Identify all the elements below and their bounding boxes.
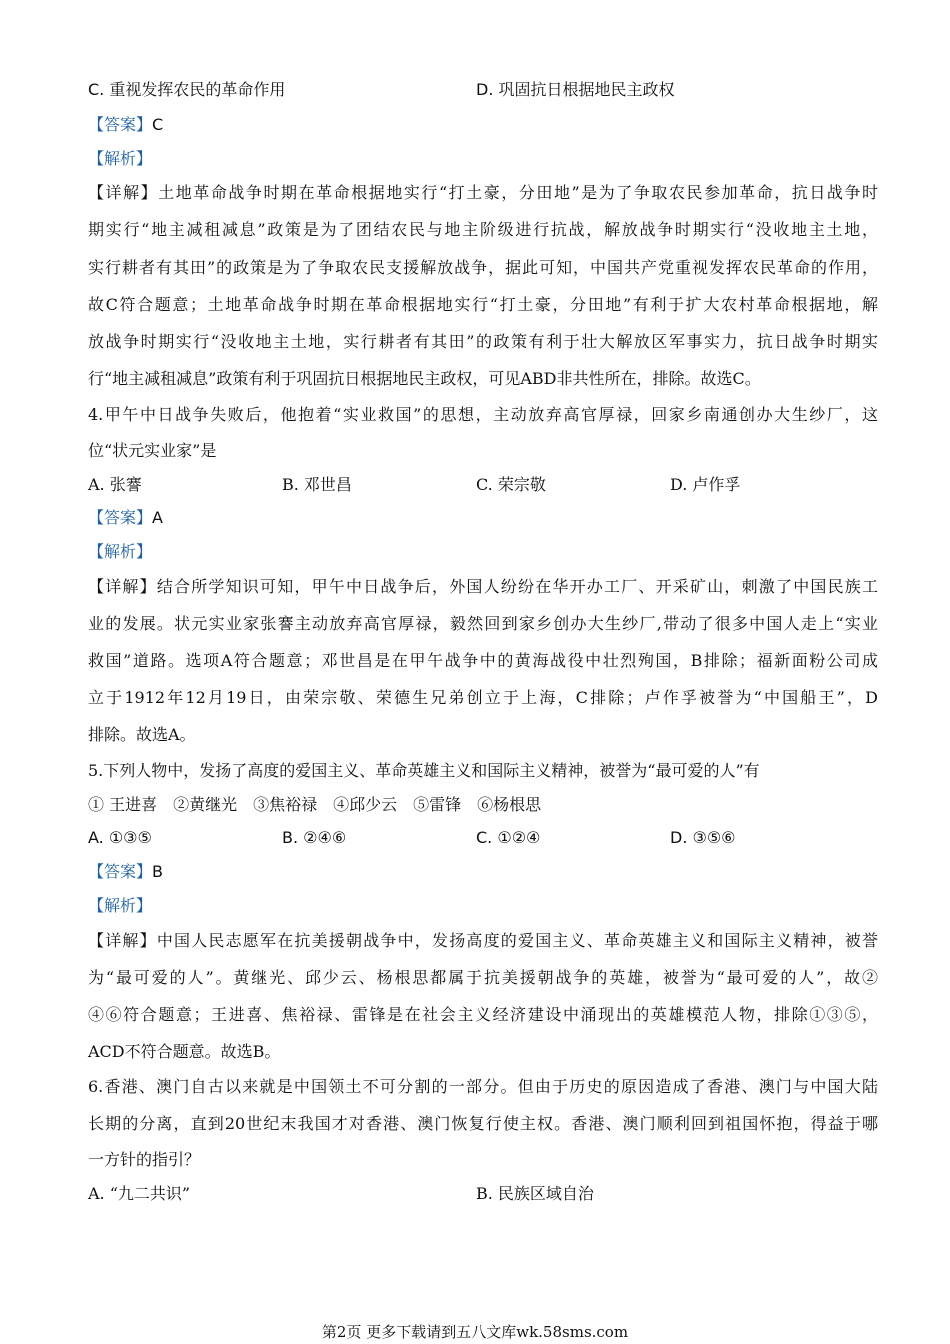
answer-value: A	[152, 508, 163, 527]
q3-detail-line-1	[88, 183, 878, 203]
q3-detail-line-5: 放战争时期实行“没收地主土地，实行耕者有其田”的政策有利于壮大解放区军事实力，抗日战争时期实	[88, 332, 878, 351]
q4-detail-line-2: 业的发展。状元实业家张謇主动放弃高官厚禄，毅然回到家乡创办大生纱厂,带动了很多中国人走上“实业	[88, 614, 878, 633]
q3-answer	[88, 115, 878, 135]
q4-answer	[88, 508, 878, 528]
q4-analysis-tag: 【解析】	[88, 542, 153, 561]
answer-tag: 【答案】	[88, 115, 153, 134]
detail-tag: 【详解】	[88, 931, 157, 950]
q4-stem-line-2: 位“状元实业家”是	[88, 441, 217, 460]
detail-text: 结合所学知识可知，甲午中日战争后，外国人纷纷在华开办工厂、开采矿山，刺激了中国民族工	[156, 577, 878, 596]
q5-detail-line-1	[88, 931, 878, 951]
q5-option-d: D. ③⑤⑥	[670, 828, 736, 847]
q4-detail-line-4: 立于1912年12月19日，由荣宗敬、荣德生兄弟创立于上海，C排除；卢作孚被誉为“中国船王”，D	[88, 688, 878, 707]
q5-detail-line-4: ACD不符合题意。故选B。	[88, 1042, 281, 1061]
q6-option-a: A. “九二共识”	[88, 1184, 191, 1203]
q5-option-c: C. ①②④	[476, 828, 541, 847]
q5-analysis-tag: 【解析】	[88, 896, 153, 915]
q4-detail-line-3: 救国”道路。选项A符合题意；邓世昌是在甲午战争中的黄海战役中壮烈殉国，B排除；福新面粉公司成	[88, 651, 878, 670]
q6-option-b: B. 民族区域自治	[476, 1184, 594, 1203]
q4-detail-line-1	[88, 577, 878, 597]
answer-value: B	[152, 862, 163, 881]
q5-detail-line-3: ④⑥符合题意；王进喜、焦裕禄、雷锋是在社会主义经济建设中涌现出的英雄模范人物，排除①③⑤，	[88, 1005, 878, 1024]
q5-stem: 5.下列人物中，发扬了高度的爱国主义、革命英雄主义和国际主义精神，被誉为“最可爱的人”有	[88, 761, 760, 780]
q3-analysis-tag: 【解析】	[88, 149, 153, 168]
q5-answer	[88, 862, 878, 882]
q5-option-b: B. ②④⑥	[282, 828, 347, 847]
answer-value: C	[152, 115, 164, 134]
q3-detail-line-6: 行“地主减租减息”政策有利于巩固抗日根据地民主政权，可见ABD非共性所在，排除。故选C。	[88, 369, 761, 388]
q3-option-c: C. 重视发挥农民的革命作用	[88, 80, 286, 99]
q4-detail-line-5: 排除。故选A。	[88, 725, 196, 744]
q5-option-a: A. ①③⑤	[88, 828, 152, 847]
q4-option-c: C. 荣宗敬	[476, 475, 546, 494]
q3-detail-line-4: 故C符合题意；土地革命战争时期在革命根据地实行“打土豪，分田地”有利于扩大农村革命根据地，解	[88, 295, 878, 314]
answer-tag: 【答案】	[88, 508, 153, 527]
q4-option-a: A. 张謇	[88, 475, 142, 494]
detail-tag: 【详解】	[88, 183, 159, 202]
q3-detail-line-3: 实行耕者有其田”的政策是为了争取农民支援解放战争，据此可知，中国共产党重视发挥农民革命的作用，	[88, 258, 878, 277]
q6-stem-line-3: 一方针的指引？	[88, 1150, 201, 1169]
q4-option-d: D. 卢作孚	[670, 475, 741, 494]
q3-option-d: D. 巩固抗日根据地民主政权	[476, 80, 675, 99]
q6-stem-line-2: 长期的分离，直到20世纪末我国才对香港、澳门恢复行使主权。香港、澳门顺利回到祖国怀抱，得益于哪	[88, 1114, 878, 1133]
detail-text: 土地革命战争时期在革命根据地实行“打土豪，分田地”是为了争取农民参加革命，抗日战争时	[158, 183, 878, 202]
detail-tag: 【详解】	[88, 577, 157, 596]
detail-text: 中国人民志愿军在抗美援朝战争中，发扬高度的爱国主义、革命英雄主义和国际主义精神，被誉	[156, 931, 878, 950]
q5-detail-line-2: 为“最可爱的人”。黄继光、邱少云、杨根思都属于抗美援朝战争的英雄，被誉为“最可爱的人”，故②	[88, 968, 878, 987]
q5-items: ① 王进喜 ②黄继光 ③焦裕禄 ④邱少云 ⑤雷锋 ⑥杨根思	[88, 795, 542, 814]
q4-option-b: B. 邓世昌	[282, 475, 352, 494]
q4-stem-line-1: 4.甲午中日战争失败后，他抱着“实业救国”的思想，主动放弃高官厚禄，回家乡南通创办大生纱厂，这	[88, 405, 878, 424]
q6-stem-line-1: 6.香港、澳门自古以来就是中国领土不可分割的一部分。但由于历史的原因造成了香港、澳门与中国大陆	[88, 1077, 878, 1096]
page-footer: 第2页 更多下载请到五八文库wk.58sms.com	[321, 1323, 629, 1341]
q3-detail-line-2: 期实行“地主减租减息”政策是为了团结农民与地主阶级进行抗战，解放战争时期实行“没收地主土地，	[88, 220, 878, 239]
answer-tag: 【答案】	[88, 862, 153, 881]
